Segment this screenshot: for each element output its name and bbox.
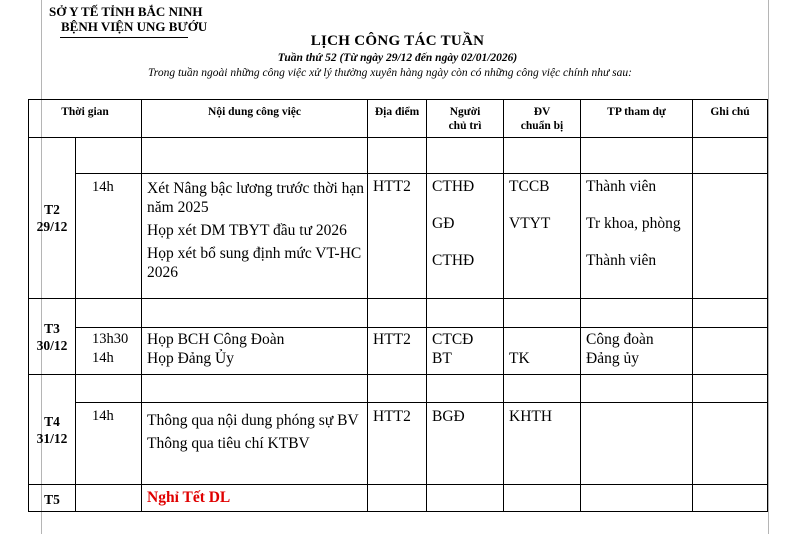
col-content-header: Nội dung công việc: [142, 100, 368, 138]
host-cell: CTHĐ GĐ CTHĐ: [427, 174, 504, 299]
prep-cell: TK: [504, 328, 581, 375]
schedule-table: [28, 99, 768, 512]
col-time-header: Thời gian: [29, 100, 142, 138]
agenda-item: Thông qua nội dung phóng sự BV: [147, 412, 359, 429]
location-cell: HTT2: [368, 403, 427, 485]
content-cell: [142, 328, 368, 375]
host-cell: BGĐ: [427, 403, 504, 485]
agenda-item: Họp Đảng Ủy: [147, 350, 234, 367]
document-subtitle: Tuần thứ 52 (Từ ngày 29/12 đến ngày 02/01/2026): [277, 52, 518, 64]
table-row: [29, 485, 768, 512]
prep-cell: KHTH: [504, 403, 581, 485]
document-title: LỊCH CÔNG TÁC TUẦN: [310, 33, 485, 49]
attendees-cell: Công đoàn Đảng ủy: [581, 328, 693, 375]
day-cell-t5: T5: [29, 485, 76, 512]
location-cell: HTT2: [368, 328, 427, 375]
time-cell: 13h30 14h: [76, 328, 142, 375]
agenda-item: Thông qua tiêu chí KTBV: [147, 435, 310, 452]
attendees-cell: [581, 403, 693, 485]
content-cell: [142, 403, 368, 485]
agenda-item: Họp xét bổ sung định mức VT-HC 2026: [147, 245, 362, 281]
agenda-item: Họp BCH Công Đoàn: [147, 331, 285, 348]
host-cell: CTCĐ BT: [427, 328, 504, 375]
notes-cell: [693, 403, 768, 485]
prep-cell: TCCB VTYT: [504, 174, 581, 299]
table-row: [29, 174, 768, 299]
day-cell-t4: T4 31/12: [29, 375, 76, 485]
table-row: [29, 138, 768, 174]
time-cell: 14h: [76, 403, 142, 485]
notes-cell: [693, 328, 768, 375]
document-intro: Trong tuần ngoài những công việc xử lý thường xuyên hàng ngày còn có những công việc chính như sau:: [148, 67, 632, 79]
notes-cell: [693, 174, 768, 299]
col-host-header: Người chủ trì: [427, 100, 504, 138]
org-department: SỞ Y TẾ TỈNH BẮC NINH: [49, 4, 203, 19]
table-row: [29, 328, 768, 375]
org-hospital: BỆNH VIỆN UNG BƯỚU: [61, 19, 208, 34]
organization-header: [49, 4, 207, 34]
table-row: [29, 403, 768, 485]
header-row: [29, 100, 768, 138]
col-attendees-header: TP tham dự: [581, 100, 693, 138]
table-row: [29, 375, 768, 403]
col-location-header: Địa điểm: [368, 100, 427, 138]
location-cell: HTT2: [368, 174, 427, 299]
agenda-item: Xét Nâng bậc lương trước thời hạn năm 2025: [147, 180, 365, 216]
content-cell: [142, 174, 368, 299]
col-notes-header: Ghi chú: [693, 100, 768, 138]
time-cell: 14h: [76, 174, 142, 299]
day-cell-t3: T3 30/12: [29, 299, 76, 375]
holiday-cell: [142, 485, 368, 512]
holiday-label: Nghỉ Tết DL: [147, 489, 231, 506]
day-cell-t2: T2 29/12: [29, 138, 76, 299]
agenda-item: Họp xét DM TBYT đầu tư 2026: [147, 222, 347, 239]
table-row: [29, 299, 768, 328]
col-prep-header: ĐV chuẩn bị: [504, 100, 581, 138]
attendees-cell: Thành viên Tr khoa, phòng Thành viên: [581, 174, 693, 299]
